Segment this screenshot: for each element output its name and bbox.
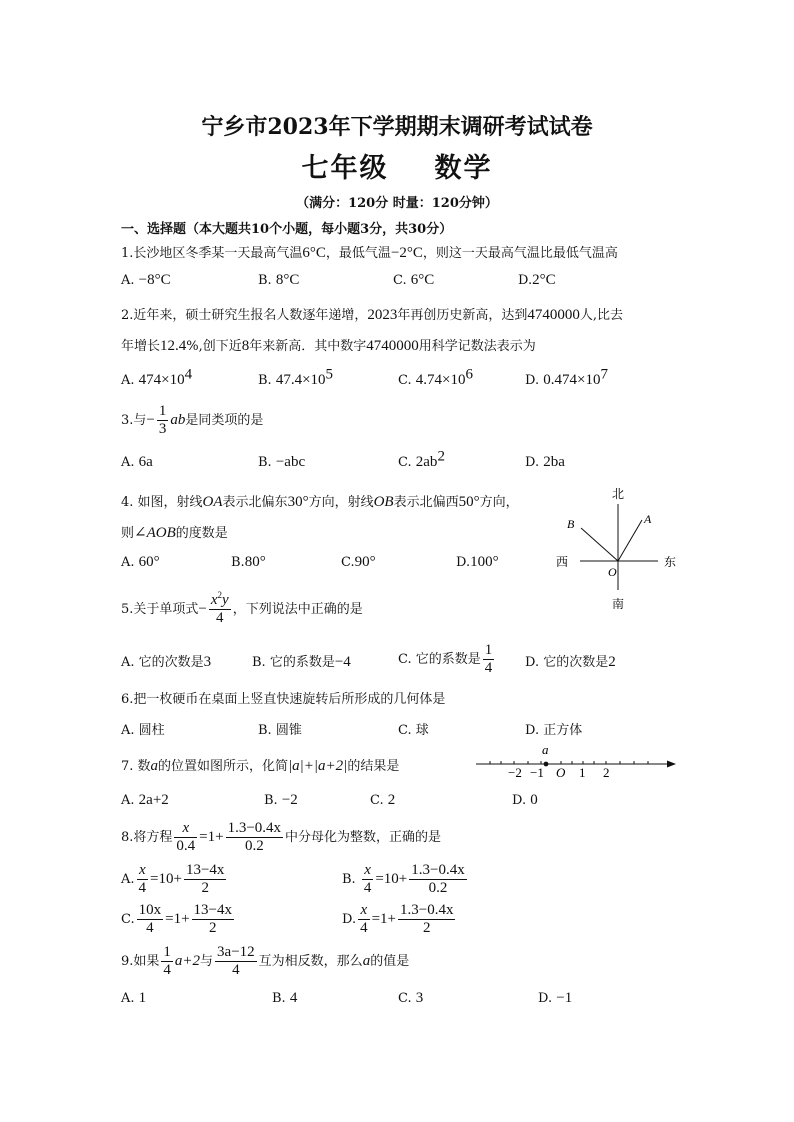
q5-option-d[interactable]: D. 它的次数是2 [525,654,616,670]
q1-option-d[interactable]: D.2°C [518,272,556,288]
fraction-one-third: $\frac{1}{3}$ [158,403,167,437]
abs-expression: |a|+|a+2| [288,758,348,774]
question-6-stem: 6.把一枚硬币在桌面上竖直快速旋转后所形成的几何体是 [121,692,446,707]
q2-option-a[interactable]: A. $474\times 10^4$ [121,366,193,388]
q4-option-b[interactable]: B.80° [231,554,266,570]
east-label: 东 [664,555,677,569]
q8-option-b[interactable]: B. $\frac{x}{4}$ =10+ $\frac{1.3-0.4x}{0.2}$ [342,862,465,896]
q3-option-b[interactable]: B. −abc [258,454,306,470]
q6-option-b[interactable]: B. 圆锥 [258,723,302,738]
ray-oa [618,520,642,561]
point-o-label: O [608,565,617,579]
q8-option-c[interactable]: C. $\frac{10x}{4}$ =1+ $\frac{13-4x}{2}$ [121,902,233,936]
question-3-stem: 3.与− $\frac{1}{3}$ ab是同类项的是 [121,403,264,437]
south-label: 南 [612,597,625,611]
compass-diagram [550,482,685,612]
subject-label: 数学 [434,153,493,184]
q6-option-c[interactable]: C. 球 [398,723,429,738]
exam-subtitle [0,146,794,185]
q4-option-a[interactable]: A. 60° [121,554,160,570]
q7-option-b[interactable]: B. −2 [264,792,298,808]
q1-option-a[interactable]: A. −8°C [121,272,171,288]
q9-option-c[interactable]: C. 3 [398,990,424,1006]
point-a-label: a [542,742,549,757]
max-temp: 6°C [302,245,326,261]
tick-label-2: 2 [603,765,610,780]
question-5-stem: 5.关于单项式− $\frac{x^2y}{4}$ ，下列说法中正确的是 [121,590,363,626]
q4-option-c[interactable]: C.90° [341,554,376,570]
exam-title: 宁乡市2023年下学期期末调研考试试卷 [201,114,593,140]
q4-option-d[interactable]: D.100° [456,554,499,570]
arrow-right-icon [667,761,676,768]
q2-option-c[interactable]: C. $4.74\times 10^6$ [398,366,473,388]
q6-option-d[interactable]: D. 正方体 [525,723,583,738]
monomial-fraction: $\frac{x^2y}{4}$ [210,590,229,626]
q5-option-a[interactable]: A. 它的次数是3 [121,654,212,670]
west-label: 西 [556,555,569,569]
q7-option-c[interactable]: C. 2 [370,792,396,808]
point-b-label: B [567,517,575,531]
q7-option-a[interactable]: A. 2a+2 [121,792,169,808]
q2-option-d[interactable]: D. $0.474\times 10^7$ [525,366,608,388]
question-9-stem: 9.如果 $\frac{1}{4}$ a+2与 $\frac{3a-12}{4}$ 互为相反数，那么a的值是 [121,944,410,978]
q5-option-c[interactable]: C. 它的系数是 $\frac{1}{4}$ [398,642,493,676]
section-heading: 一、选择题（本大题共10个小题，每小题3分，共30分） [121,222,453,237]
q3-option-a[interactable]: A. 6a [121,454,153,470]
exam-info: （满分：120分 时量：120分钟） [296,196,498,211]
question-2-line1: 2.近年来，硕士研究生报名人数逐年递增，2023年再创历史新高，达到4740000人,比去 [121,307,624,323]
north-label: 北 [612,487,625,501]
q1-option-b[interactable]: B. 8°C [258,272,300,288]
q3-option-d[interactable]: D. 2ba [525,454,565,470]
q2-option-b[interactable]: B. $47.4\times 10^5$ [258,366,334,388]
point-a-dot [544,762,549,767]
question-1-stem: 1.长沙地区冬季某一天最高气温6°C，最低气温−2°C，则这一天最高气温比最低气温高 [121,245,618,261]
number-line [470,740,685,782]
q9-option-b[interactable]: B. 4 [272,990,298,1006]
question-4-line1: 4. 如图，射线OA表示北偏东30°方向，射线OB表示北偏西50°方向， [121,494,519,510]
grade-label: 七年级 [301,153,389,184]
q3-option-c[interactable]: C. $2ab^2$ [398,448,445,470]
q8-option-d[interactable]: D. $\frac{x}{4}$ =1+ $\frac{1.3-0.4x}{2}$ [342,902,454,936]
ray-ob [581,528,618,561]
q1-option-c[interactable]: C. 6°C [393,272,435,288]
tick-label-origin: O [556,765,566,780]
q7-option-d[interactable]: D. 0 [512,792,538,808]
q9-option-d[interactable]: D. −1 [538,990,573,1006]
tick-label-neg1: −1 [530,765,544,780]
min-temp: −2°C [390,245,423,261]
tick-label-1: 1 [579,765,586,780]
question-2-line2: 年增长12.4%,创下近8年来新高．其中数字4740000用科学记数法表示为 [121,338,536,354]
q9-option-a[interactable]: A. 1 [121,990,147,1006]
point-a-label: A [644,512,652,526]
q5-option-b[interactable]: B. 它的系数是−4 [252,654,351,670]
question-8-stem: 8.将方程 $\frac{x}{0.4}$ =1+ $\frac{1.3-0.4x}{0.2}$ 中分母化为整数，正确的是 [121,820,442,854]
tick-label-neg2: −2 [508,765,522,780]
question-7-stem: 7. 数a的位置如图所示，化简|a|+|a+2|的结果是 [121,758,400,774]
q6-option-a[interactable]: A. 圆柱 [121,723,165,738]
q8-option-a[interactable]: A. $\frac{x}{4}$ =10+ $\frac{13-4x}{2}$ [121,862,225,896]
question-4-line2: 则∠AOB的度数是 [121,525,228,541]
